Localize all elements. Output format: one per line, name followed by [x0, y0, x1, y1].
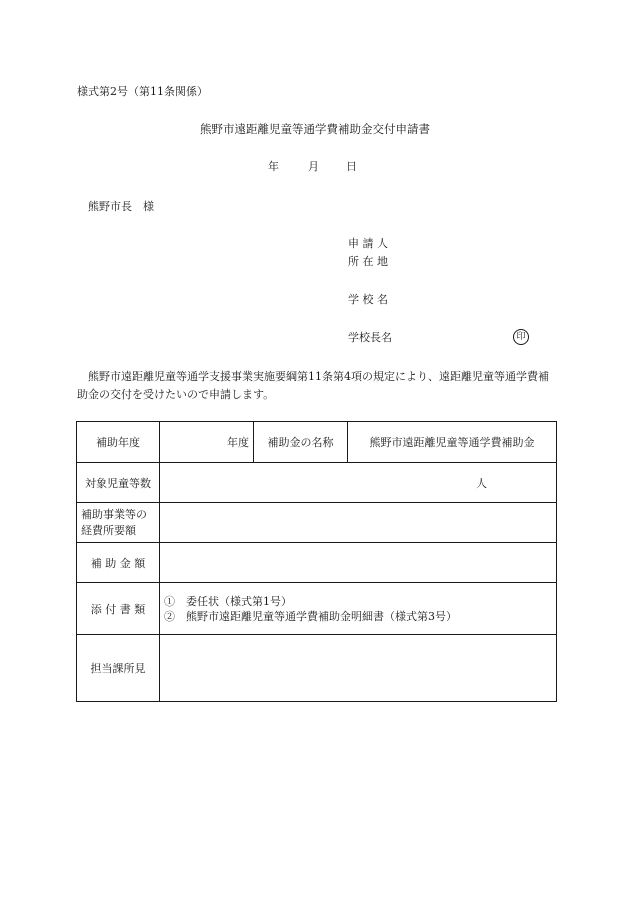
attachments-cell [160, 583, 557, 635]
table-row [77, 503, 557, 543]
date-day-label: 日 [346, 160, 357, 173]
subsidy-amount-label: 補 助 金 額 [77, 543, 160, 583]
document-title: 熊野市遠距離児童等通学費補助金交付申請書 [200, 122, 430, 136]
table-row [77, 463, 557, 503]
person-unit: 人 [476, 476, 487, 490]
department-opinion-label: 担当課所見 [77, 635, 160, 702]
required-expense-label-line1: 補助事業等の [81, 507, 147, 521]
attachment-item-2: ② 熊野市遠距離児童等通学費補助金明細書（様式第3号） [164, 609, 457, 623]
application-statement: 熊野市遠距離児童等通学支援事業実施要綱第11条第4項の規定により、遠距離児童等通学費補助金の交付を受けたいので申請します。 [77, 370, 549, 401]
table-row [77, 543, 557, 583]
table-row [77, 422, 557, 463]
required-expense-label-line2: 経費所要額 [81, 523, 136, 537]
form-number: 様式第2号（第11条関係） [77, 85, 208, 98]
subsidy-name-value: 熊野市遠距離児童等通学費補助金 [348, 422, 557, 463]
fiscal-year-label: 補助年度 [77, 422, 160, 463]
attachments-label: 添 付 書 類 [77, 583, 160, 635]
school-name-label: 学 校 名 [348, 293, 388, 306]
table-row [77, 583, 557, 635]
date-year-label: 年 [268, 160, 279, 173]
department-opinion-cell[interactable] [160, 635, 557, 702]
subsidy-name-label: 補助金の名称 [254, 422, 348, 463]
required-expense-label [77, 503, 160, 543]
fiscal-year-cell[interactable]: 年度 [160, 422, 254, 463]
applicant-label: 申 請 人 [348, 237, 388, 250]
table-row [77, 635, 557, 702]
seal-mark: 印 [513, 329, 529, 345]
target-children-label: 対象児童等数 [77, 463, 160, 503]
address-label: 所 在 地 [348, 255, 388, 268]
principal-name-label: 学校長名 [348, 331, 392, 344]
required-expense-cell[interactable] [160, 503, 557, 543]
subsidy-amount-cell[interactable] [160, 543, 557, 583]
target-children-cell[interactable] [160, 463, 557, 503]
attachment-item-1: ① 委任状（様式第1号） [164, 594, 292, 608]
date-month-label: 月 [308, 160, 319, 173]
application-table [76, 421, 557, 702]
date-line [268, 161, 357, 172]
addressee: 熊野市長 様 [88, 200, 154, 213]
